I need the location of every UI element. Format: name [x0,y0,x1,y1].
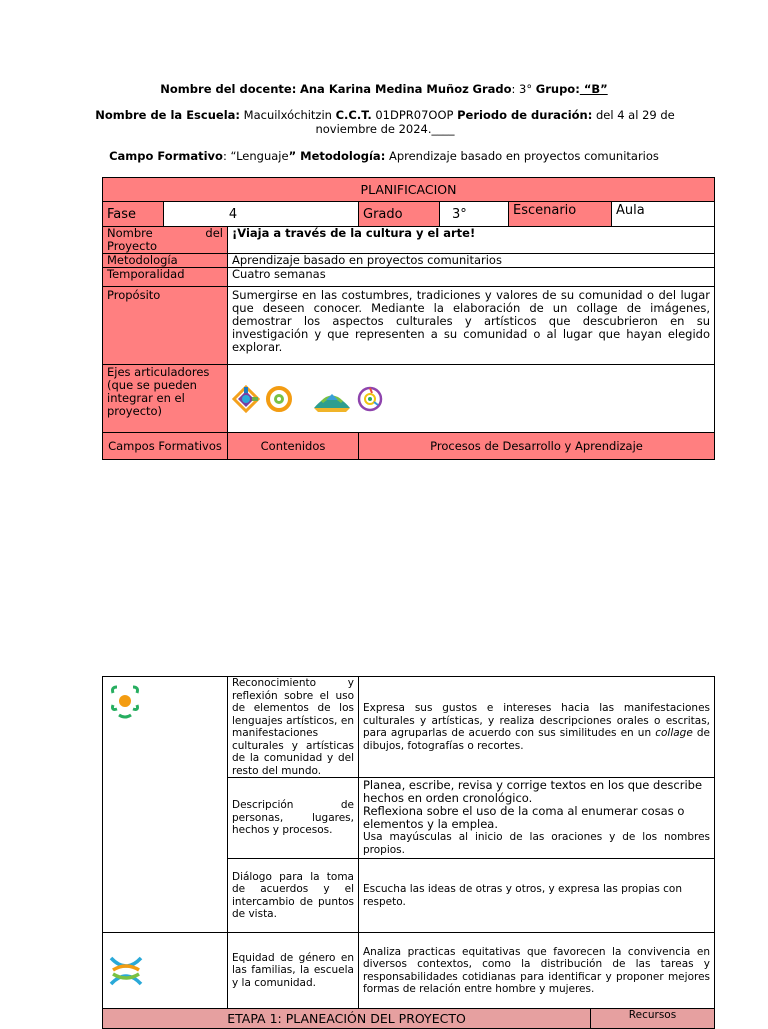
proceso-2-line-3: Usa mayúsculas al inicio de las oraciones y de los nombres propios. [363,831,711,856]
pensamiento-critico-icon [264,385,294,413]
docente-line [0,82,768,96]
escuela-line [80,108,690,136]
proceso-2-line-1: Planea, escribe, revisa y corrige textos en los que describe hechos en orden cronológico. [363,778,703,805]
proposito-value: Sumergirse en las costumbres, tradiciones y valores de su comunidad o del lugar que deseen conocer. Mediante la elaboración de un collage de imágenes, demostrar los aspectos culturales y artísticos que descubrieron en su investigación y que representen a su comunidad o al lugar que hayan elegido explorar. [228,287,715,365]
proceso-1-text-a: Expresa sus gustos e intereses hacia las manifestaciones culturales y artísticas, y realiza descripciones orales o escritas, para agruparlas de acuerdo con sus similitudes en un [363,702,711,739]
grado-value: : 3° [511,82,533,96]
metodologia-header-value: Aprendizaje basado en proyectos comunitarios [388,149,659,163]
contenidos-table [102,676,715,1029]
proceso-1-italic: collage [655,727,693,739]
proceso-3: Escucha las ideas de otras y otros, y expresa las propias con respeto. [359,859,715,933]
ejes-label: Ejes articuladores (que se pueden integrar en el proyecto) [103,365,228,433]
proceso-1-text-b: de dibujos, fotografías o recortes. [363,727,711,752]
temporalidad-value: Cuatro semanas [228,268,715,287]
escenario-label: Escenario [509,202,612,226]
contenido-2: Descripción de personas, lugares, hechos y procesos. [228,778,359,859]
col-campos-formativos: Campos Formativos [103,433,228,460]
contenido-1: Reconocimiento y reflexión sobre el uso de elementos de los lenguajes artísticos, en manifestaciones culturales y artísticas de la comunidad y del resto del mundo. [228,677,359,778]
fase-label: Fase [103,202,164,227]
grado-cell-label: Grado [359,202,440,227]
contenido-4: Equidad de género en las familias, la escuela y la comunidad. [228,933,359,1009]
ejes-icons [228,365,715,433]
cct-value: 01DPR07OOP [375,108,454,122]
proceso-1 [359,677,715,778]
proposito-label: Propósito [103,287,228,365]
inclusion-icon [232,385,260,413]
fase-value: 4 [164,202,359,227]
grado-label: Grado [472,82,512,96]
docente-value: Ana Karina Medina Muñoz [299,82,469,96]
grado-cell-value: 3° [440,202,509,227]
escenario-value: Aula [616,203,645,218]
campo-label: Campo Formativo [109,149,223,163]
artes-experiencias-esteticas-icon [356,385,384,413]
metodologia-label: Metodología [103,254,228,268]
periodo-label: Periodo de duración: [457,108,593,122]
campo-etica-cell [103,933,228,1009]
escuela-value: Macuilxóchitzin [243,108,332,122]
cct-label: C.C.T. [335,108,372,122]
nombre-proyecto-text: ¡Viaja a través de la cultura y el arte! [232,226,476,240]
nombre-proyecto-value [228,227,715,254]
campo-line [0,149,768,163]
periodo-value-1: del 4 al 29 de [595,108,675,122]
escuela-label: Nombre de la Escuela: [95,108,240,122]
escenario-cell [509,202,715,227]
proceso-2 [359,778,715,859]
grupo-value: “B” [579,82,608,96]
col-contenidos: Contenidos [228,433,359,460]
periodo-blank: ____ [431,122,455,136]
planificacion-table [102,177,715,460]
metodologia-value: Aprendizaje basado en proyectos comunitarios [228,254,715,268]
metodologia-header-label: ” Metodología: [288,149,386,163]
etapa-1-title: ETAPA 1: PLANEACIÓN DEL PROYECTO [103,1009,591,1029]
nombre-proyecto-label: Nombre del Proyecto [103,227,228,254]
planificacion-title: PLANIFICACION [103,178,715,202]
grupo-label: Grupo: [535,82,580,96]
temporalidad-label: Temporalidad [103,268,228,287]
campo-lenguajes-cell [103,677,228,933]
periodo-value-2: noviembre de 2024. [315,122,432,136]
etica-naturaleza-sociedades-icon [107,952,145,990]
recursos-header: Recursos [591,1009,715,1029]
proceso-4: Analiza practicas equitativas que favorecen la convivencia en diversos contextos, como la distribución de las tareas y responsabilidades cotidianas para identificar y proponer mejores formas de relación entre hombre y mujeres. [359,933,715,1009]
campo-value: : “Lenguaje [222,149,289,163]
lenguajes-icon [107,681,143,719]
interculturalidad-icon [312,386,352,412]
contenido-3: Diálogo para la toma de acuerdos y el intercambio de puntos de vista. [228,859,359,933]
proceso-2-line-2: Reflexiona sobre el uso de la coma al enumerar cosas o elementos y la emplea. [363,804,685,831]
col-procesos: Procesos de Desarrollo y Aprendizaje [359,433,715,460]
docente-label: Nombre del docente: [160,82,297,96]
